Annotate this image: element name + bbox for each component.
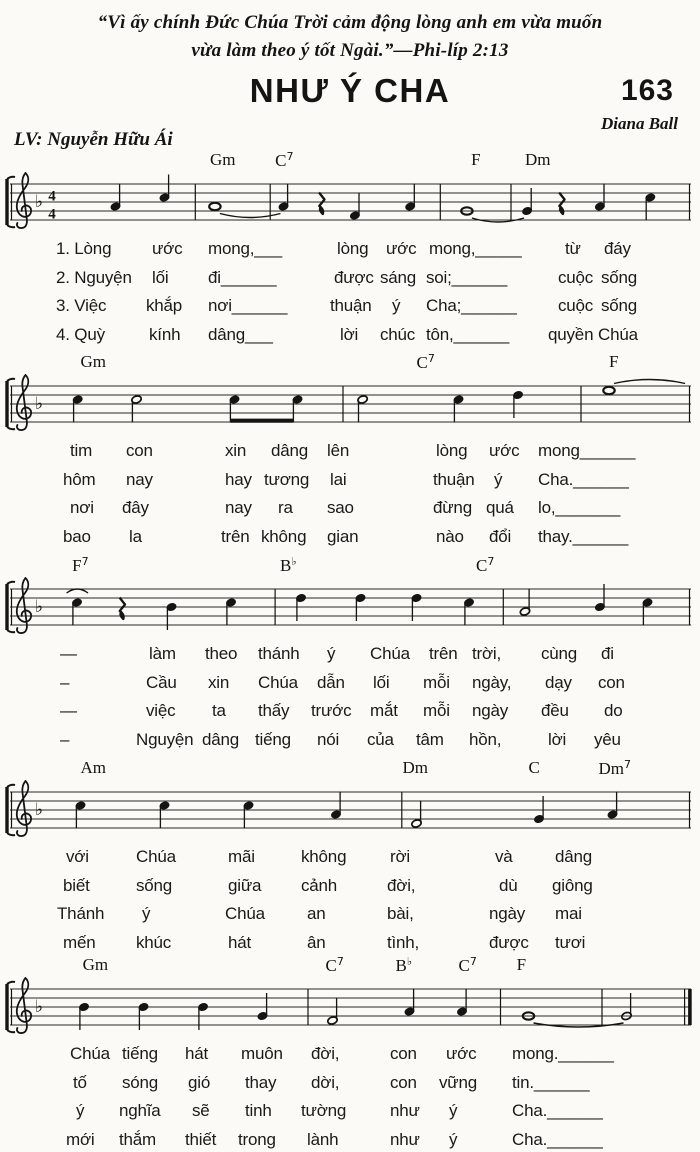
lyric-word: như [390, 1101, 420, 1120]
lyric-word: tiếng [255, 729, 291, 749]
lyric-word: khúc [136, 932, 172, 952]
lyric-word: yêu [594, 729, 621, 749]
lyric-word: lời [340, 324, 359, 344]
lyric-word: Cầu [146, 672, 177, 692]
lyric-word: mong.______ [512, 1044, 614, 1063]
lyric-word: dù [499, 875, 518, 895]
lyric-word: cuộc [558, 296, 594, 315]
lyric-word: cuộc [558, 267, 594, 287]
lyric-word: tình, [387, 932, 420, 952]
lyric-word: sống [136, 875, 173, 895]
lyric-word: lòng [337, 239, 369, 258]
lyric-word: Cha.______ [538, 469, 629, 489]
lyric-word: cùng [541, 644, 578, 663]
quarter-rest [120, 598, 126, 620]
lyric-word: Chúa [136, 847, 176, 866]
lyric-word: muôn [241, 1044, 283, 1063]
lyric-word: ý [327, 644, 336, 663]
chord-label: Am [80, 758, 106, 777]
lyric-word: đi [601, 644, 614, 663]
lyric-word: 3. Việc [56, 296, 107, 315]
chord-label: Dm [525, 150, 551, 169]
lyric-word: không [261, 526, 307, 546]
lyric-word: trước [311, 701, 352, 720]
lyric-word: la [129, 526, 142, 546]
lyric-word: không [301, 847, 347, 866]
system-1 [0, 150, 700, 354]
lyric-word: mong,_____ [429, 239, 522, 258]
lyric-word: đáy [604, 239, 631, 258]
lyric-word: 2. Nguyện [56, 267, 132, 287]
lyric-word: tin.______ [512, 1072, 590, 1092]
lyric-word: ước [152, 239, 183, 258]
lyric-word: lo,_______ [538, 498, 621, 517]
time-signature: 4 [48, 188, 56, 205]
lyric-word: với [66, 847, 89, 866]
lyric-word: dâng [555, 847, 593, 866]
whole-note [603, 387, 614, 394]
system-3 [0, 555, 700, 759]
lyric-word: thay.______ [538, 526, 629, 546]
lyric-word: quyền [548, 324, 594, 344]
lyric-word: theo [205, 644, 238, 663]
lyric-word: trên [429, 644, 458, 663]
lyric-word: khắp [146, 296, 183, 315]
lyric-word: sẽ [192, 1101, 210, 1120]
lyric-word: con [598, 672, 625, 692]
chord-label: C [528, 758, 540, 777]
lyric-word: lối [152, 267, 169, 287]
lyric-word: ý [142, 904, 151, 923]
lyric-word: nói [317, 729, 340, 749]
chord-label: $F^7$ [72, 555, 89, 575]
arranger-credit: LV: Nguyễn Hữu Ái [14, 129, 173, 150]
lyric-word: vững [439, 1072, 477, 1092]
lyric-word: dời, [311, 1072, 340, 1092]
lyric-word: ta [212, 701, 226, 720]
time-signature: 4 [48, 206, 56, 223]
system-5 [0, 955, 700, 1152]
staff-system-5 [0, 969, 700, 1047]
system-2 [0, 352, 700, 556]
lyric-word: Cha.______ [512, 1129, 603, 1149]
lyric-word: đời, [387, 875, 416, 895]
chord-label: F [609, 352, 619, 371]
hymn-number: 163 [620, 74, 674, 107]
lyric-word: Cha;______ [426, 296, 517, 315]
lyric-word: Chúa [370, 644, 410, 663]
lyric-word: biết [63, 875, 90, 895]
lyric-word: lời [548, 729, 567, 749]
chord-label: Gm [210, 150, 236, 169]
lyric-word: mến [63, 932, 96, 952]
chord-label: Dm$^7$ [598, 758, 631, 778]
lyric-word: Nguyện [136, 729, 194, 749]
lyric-word: Chúa [225, 904, 265, 923]
lyric-word: được [489, 932, 529, 952]
lyric-word: giữa [228, 875, 262, 895]
chord-label: Gm [80, 352, 106, 371]
lyric-word: tâm [416, 729, 444, 749]
lyric-word: và [495, 847, 513, 866]
lyric-word: ước [446, 1044, 477, 1063]
lyric-word: trời, [472, 644, 502, 663]
lyric-word: bài, [387, 904, 414, 923]
lyric-word: thắm [119, 1129, 156, 1149]
brace-hook-bottom [7, 630, 15, 632]
quarter-rest [559, 193, 565, 215]
lyric-word: đều [541, 701, 569, 720]
lyric-word: tinh [245, 1101, 272, 1120]
lyric-word: mắt [370, 701, 398, 720]
lyric-word: Cha.______ [512, 1101, 603, 1120]
lyric-word: dạy [545, 672, 572, 692]
lyric-word: đừng [433, 498, 472, 517]
lyric-word: bao [63, 526, 91, 546]
lyric-word: Thánh [57, 904, 105, 923]
lyric-word: nơi [70, 498, 94, 517]
lyric-word: – [60, 729, 70, 749]
lyric-word: – [60, 672, 70, 692]
lyric-word: làm [149, 644, 176, 663]
lyric-word: thuận [433, 469, 475, 489]
lyric-word: đổi [489, 526, 512, 546]
flat-sign: ♭ [35, 997, 44, 1017]
lyric-word: hồn, [469, 729, 502, 749]
lyric-word: ngày, [472, 672, 512, 692]
scripture-quote-line1: “Vì ấy chính Đức Chúa Trời cảm động lòng anh em vừa muốn [97, 12, 603, 33]
tie [67, 589, 88, 593]
lyric-word: cảnh [301, 875, 338, 895]
flat-sign: ♭ [35, 192, 44, 212]
lyric-word: sống [601, 267, 638, 287]
lyric-word: rời [390, 847, 410, 866]
flat-sign: ♭ [35, 394, 44, 414]
staff-system-4 [0, 772, 700, 850]
lyric-word: ước [386, 239, 417, 258]
lyric-word: hay [225, 469, 252, 489]
lyric-word: lòng [436, 441, 468, 460]
lyric-word: việc [146, 701, 176, 720]
lyric-word: do [604, 701, 623, 720]
brace-hook-bottom [7, 225, 15, 227]
brace-hook-bottom [7, 427, 15, 429]
chord-label: Dm [402, 758, 428, 777]
staff-system-2 [0, 366, 700, 444]
staff-system-3 [0, 569, 700, 647]
brace-hook-bottom [7, 1030, 15, 1032]
lyric-word: Chúa [258, 672, 298, 692]
chord-label: F [516, 955, 527, 974]
flat-sign: ♭ [35, 800, 44, 820]
chord-label: B♭ [395, 955, 413, 975]
lyric-word: tôn,______ [426, 324, 510, 344]
lyric-word: từ [565, 239, 581, 258]
flat-sign: ♭ [35, 597, 44, 617]
lyric-word: ngày [489, 904, 526, 923]
lyric-word: hát [185, 1044, 209, 1063]
lyric-word: gian [327, 526, 359, 546]
brace-hook-top [7, 982, 15, 984]
lyric-word: lai [330, 469, 347, 489]
lyric-word: của [367, 729, 394, 749]
lyric-word: dâng___ [208, 324, 273, 344]
lyric-word: sóng [122, 1072, 159, 1092]
lyric-word: tim [70, 441, 93, 460]
lyric-word: quá [486, 498, 514, 517]
lyric-word: sáng [380, 267, 417, 287]
lyric-word: lên [327, 441, 350, 460]
lyric-word: nơi______ [208, 296, 288, 315]
lyric-word: tiếng [122, 1044, 158, 1063]
brace-hook-bottom [7, 833, 15, 835]
lyric-word: tương [264, 469, 310, 489]
lyric-word: tố [73, 1072, 87, 1092]
lyric-word: mỗi [423, 701, 450, 720]
lyric-word: nghĩa [119, 1101, 161, 1120]
lyric-word: nay [225, 498, 252, 517]
lyric-word: Chúa [598, 324, 638, 344]
lyric-word: nào [436, 526, 464, 546]
quarter-rest [319, 193, 325, 215]
lyric-word: ân [307, 932, 326, 952]
lyric-word: xin [225, 441, 247, 460]
lyric-word: thánh [258, 644, 300, 663]
brace-hook-top [7, 379, 15, 381]
lyric-word: thấy [258, 701, 290, 720]
tie [220, 214, 281, 218]
lyric-word: lối [373, 672, 390, 692]
lyric-word: con [390, 1072, 417, 1092]
staff-system-1 [0, 164, 700, 242]
lyric-word: con [390, 1044, 417, 1063]
lyric-word: trong [238, 1129, 276, 1149]
system-4 [0, 758, 700, 962]
brace-hook-top [7, 177, 15, 179]
lyric-word: giông [552, 875, 593, 895]
lyric-word: được [334, 267, 374, 287]
lyric-word: hát [228, 932, 252, 952]
lyric-word: mỗi [423, 672, 450, 692]
lyric-word: nay [126, 469, 153, 489]
chord-label: $C^7$ [458, 955, 477, 975]
lyric-word: soi;______ [426, 267, 508, 287]
lyric-word: con [126, 441, 153, 460]
lyric-word: tường [301, 1101, 347, 1120]
lyric-word: sao [327, 498, 354, 517]
lyric-word: sống [601, 296, 638, 315]
lyric-word: 4. Quỳ [56, 324, 105, 344]
lyric-word: chúc [380, 324, 416, 344]
lyric-word: xin [208, 672, 230, 692]
brace-hook-top [7, 582, 15, 584]
lyric-word: mai [555, 904, 582, 923]
lyric-word: kính [149, 324, 181, 344]
lyric-word: ra [278, 498, 293, 517]
chord-label: Gm [82, 955, 109, 974]
lyric-word: mong,___ [208, 239, 283, 258]
lyric-word: ý [76, 1101, 85, 1120]
scripture-quote-line2: vừa làm theo ý tốt Ngài.”—Phi-líp 2:13 [191, 40, 509, 61]
tie [614, 380, 685, 384]
lyric-word: mới [66, 1129, 95, 1149]
lyric-word: ý [449, 1101, 458, 1120]
chord-label: $C^7$ [275, 150, 294, 170]
lyric-word: như [390, 1129, 420, 1149]
lyric-word: an [307, 904, 326, 923]
chord-label: $C^7$ [416, 352, 435, 372]
lyric-word: đi______ [208, 267, 277, 287]
lyric-word: thuận [330, 296, 372, 315]
chord-label: B♭ [280, 555, 297, 575]
lyric-word: ý [392, 296, 401, 315]
brace-hook-top [7, 785, 15, 787]
whole-note [209, 203, 220, 210]
chord-label: $C^7$ [476, 555, 495, 575]
lyric-word: ước [489, 441, 520, 460]
lyric-word: thiết [185, 1129, 217, 1149]
lyric-word: 1. Lòng [56, 239, 112, 258]
lyric-word: tươi [555, 932, 586, 952]
lyric-word: Chúa [70, 1044, 110, 1063]
lyric-word: — [60, 701, 77, 720]
chord-label: $C^7$ [325, 955, 344, 975]
lyric-word: đời, [311, 1044, 340, 1063]
lyric-word: trên [221, 526, 250, 546]
lyric-word: mong______ [538, 441, 636, 460]
lyric-word: ngày [472, 701, 509, 720]
lyric-word: dẫn [317, 672, 345, 692]
chord-label: F [471, 150, 481, 169]
lyric-word: lành [307, 1129, 339, 1149]
lyric-word: gió [188, 1072, 211, 1092]
lyric-word: hôm [63, 469, 96, 489]
lyric-word: dâng [271, 441, 309, 460]
lyric-word: thay [245, 1072, 277, 1092]
lyric-word: ý [449, 1129, 458, 1149]
lyric-word: — [60, 644, 77, 663]
lyric-word: dâng [202, 729, 240, 749]
lyric-word: đây [122, 498, 149, 517]
final-barline-thick [688, 989, 692, 1025]
lyric-word: ý [494, 469, 503, 489]
lyric-word: mãi [228, 847, 255, 866]
song-title: NHƯ Ý CHA [249, 72, 451, 109]
composer-credit: Diana Ball [601, 114, 678, 133]
